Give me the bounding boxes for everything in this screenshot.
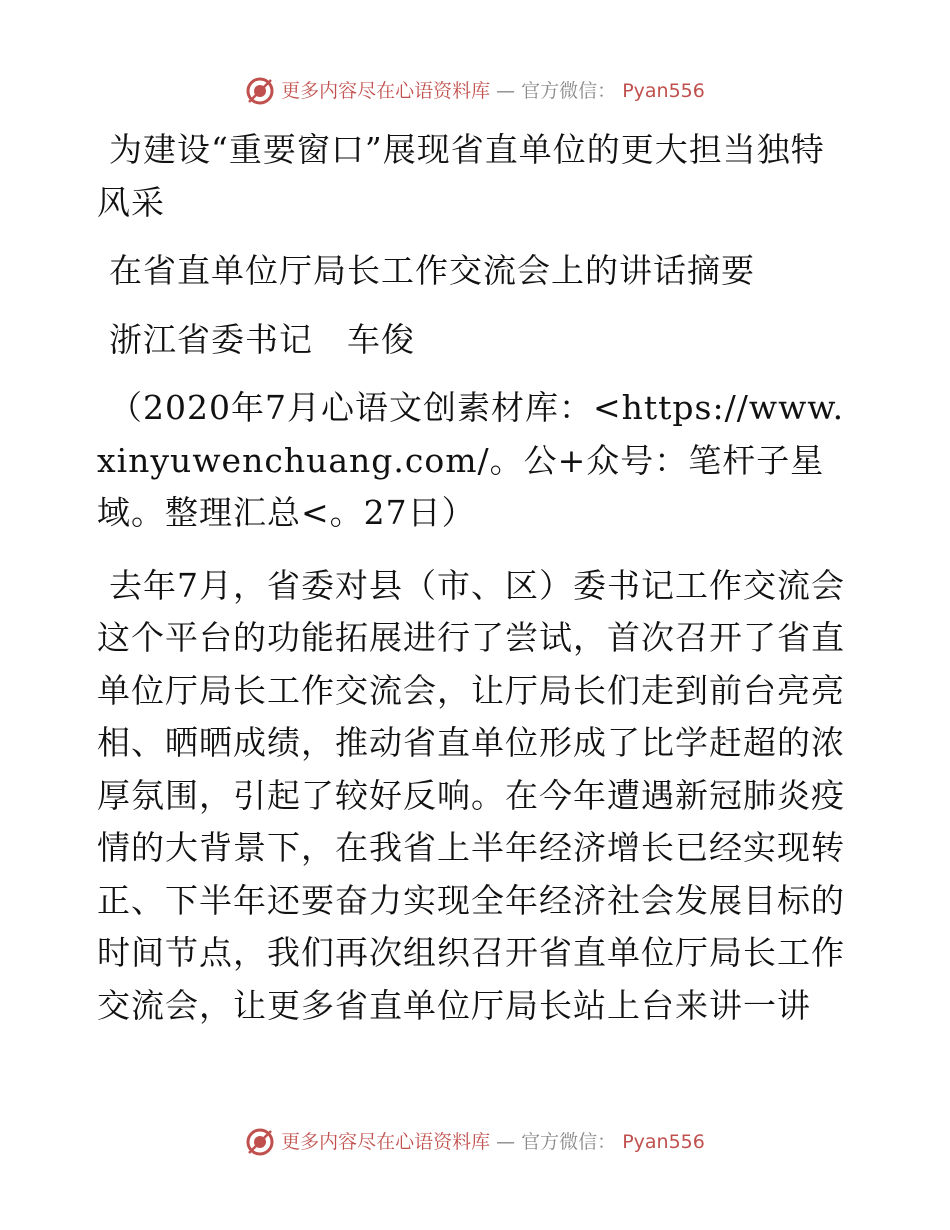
watermark-text: 更多内容尽在心语资料库 <box>281 80 491 102</box>
source-note: （2020年7月心语文创素材库：<https://www.xinyuwenchuang.com/。公+众号：笔杆子星域。整理汇总<。27日） <box>97 388 845 532</box>
watermark-wechat-id: Pyan556 <box>622 1131 705 1153</box>
watermark-wechat-id: Pyan556 <box>622 80 705 102</box>
watermark-separator: — <box>496 1131 516 1153</box>
document-title: 为建设“重要窗口”展现省直单位的更大担当独特风采 <box>97 130 825 222</box>
watermark-official-label: 官方微信： <box>521 80 617 102</box>
logo-icon <box>245 1127 275 1157</box>
document-subtitle: 在省直单位厅局长工作交流会上的讲话摘要 <box>109 251 755 290</box>
logo-icon <box>245 76 275 106</box>
footer-watermark <box>0 1127 950 1157</box>
watermark-text: 更多内容尽在心语资料库 <box>281 1131 491 1153</box>
header-watermark <box>0 76 950 106</box>
document-body <box>97 124 857 1032</box>
watermark-official-label: 官方微信： <box>521 1131 617 1153</box>
body-paragraph: 去年7月，省委对县（市、区）委书记工作交流会这个平台的功能拓展进行了尝试，首次召开了省直单位厅局长工作交流会，让厅局长们走到前台亮亮相、晒晒成绩，推动省直单位形成了比学赶超的浓厚氛围，引起了较好反响。在今年遭遇新冠肺炎疫情的大背景下，在我省上半年经济增长已经实现转正、下半年还要奋力实现全年经济社会发展目标的时间节点，我们再次组织召开省直单位厅局长工作交流会，让更多省直单位厅局长站上台来讲一讲 <box>97 565 845 1025</box>
watermark-separator: — <box>496 80 516 102</box>
document-author: 浙江省委书记 车俊 <box>109 319 415 359</box>
